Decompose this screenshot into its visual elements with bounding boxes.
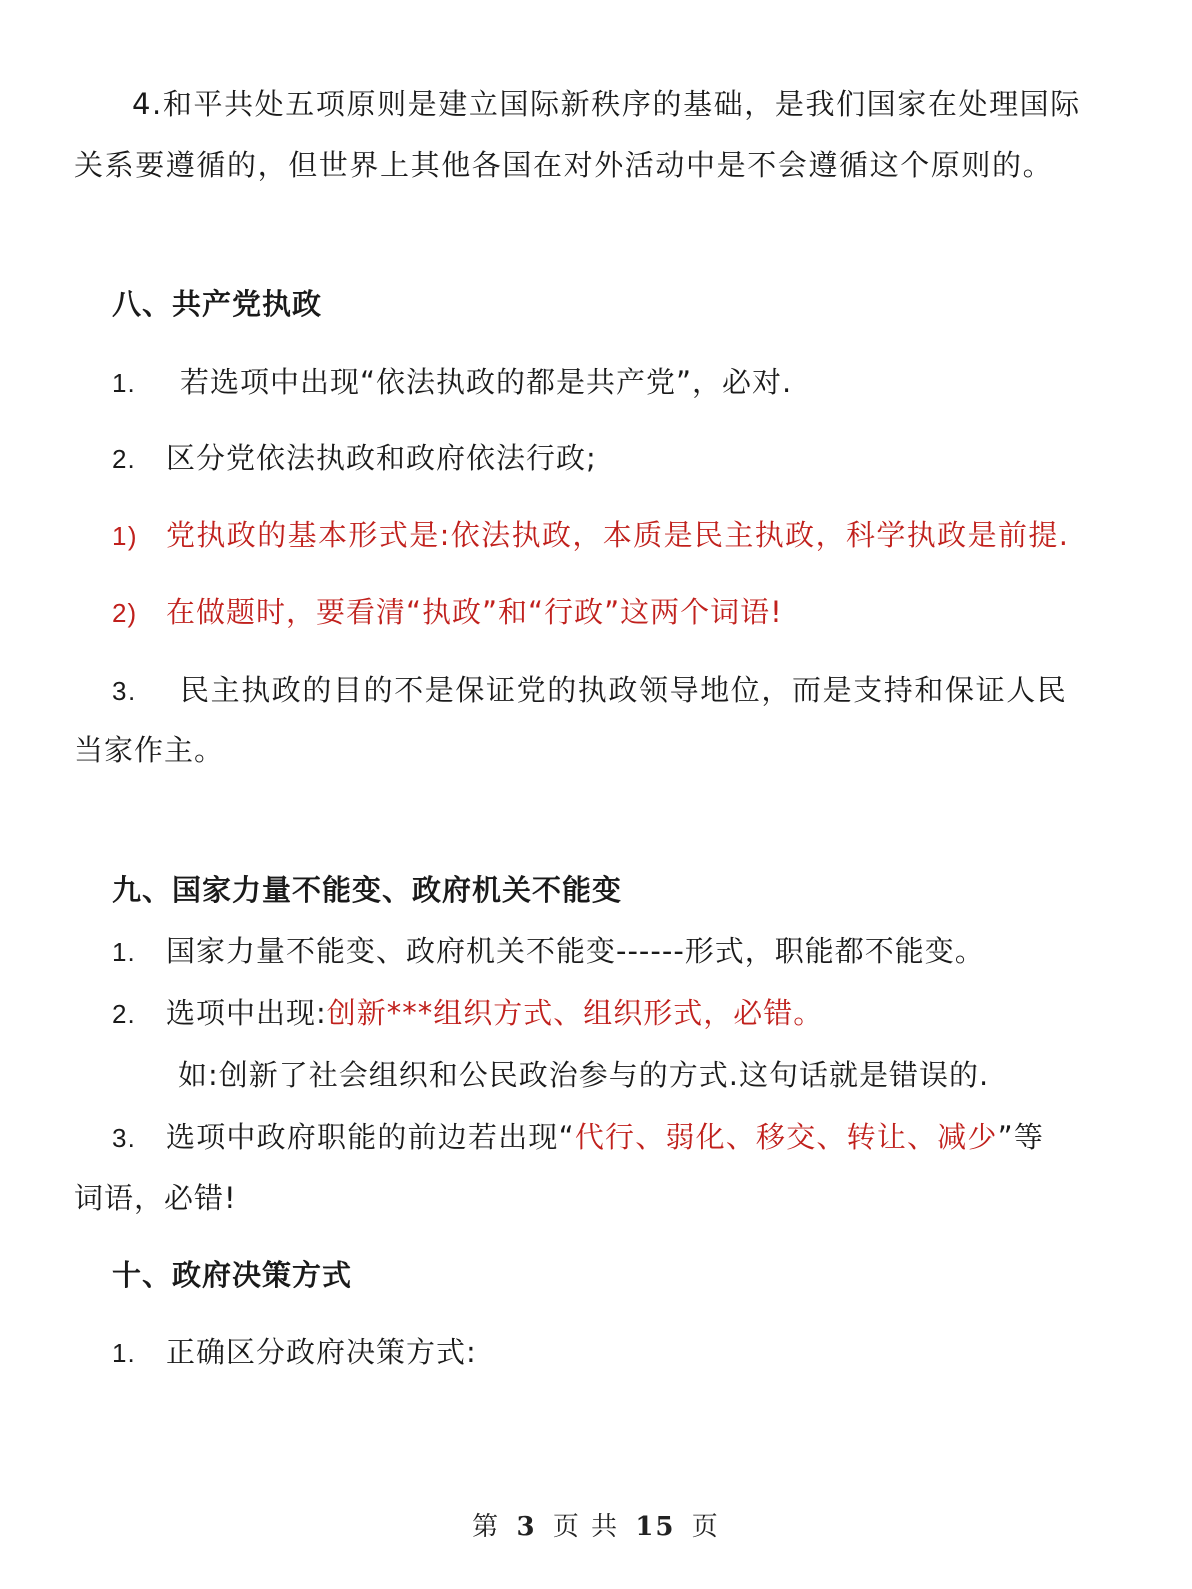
item-number: 1. <box>112 937 136 967</box>
sub-item-text: 党执政的基本形式是:依法执政，本质是民主执政，科学执政是前提. <box>166 518 1070 552</box>
highlight-text: 创新***组织方式、组织形式，必错。 <box>326 996 824 1030</box>
section-8-heading: 八、共产党执政 <box>112 287 323 321</box>
sub-item-number: 2) <box>112 598 138 628</box>
sub-item-number: 1) <box>112 521 138 551</box>
item-text: 国家力量不能变、政府机关不能变------形式，职能都不能变。 <box>166 934 985 968</box>
item-number: 3. <box>112 676 137 706</box>
page-number: 3 <box>516 1512 537 1542</box>
footer-middle: 页 共 <box>552 1512 620 1542</box>
sec9-item-1 <box>112 931 985 972</box>
paragraph-4-line-1: 4.和平共处五项原则是建立国际新秩序的基础，是我们国家在处理国际 <box>132 87 1081 121</box>
item-text-post: ”等 <box>997 1120 1045 1154</box>
item-text: 正确区分政府决策方式: <box>166 1335 477 1369</box>
sec9-example: 如:创新了社会组织和公民政治参与的方式.这句话就是错误的. <box>178 1058 990 1092</box>
section-9-heading: 九、国家力量不能变、政府机关不能变 <box>112 873 623 907</box>
item-text: 民主执政的目的不是保证党的执政领导地位，而是支持和保证人民 <box>180 673 1068 707</box>
sec8-item-2 <box>112 438 597 479</box>
sub-item-text: 在做题时，要看清“执政”和“行政”这两个词语! <box>166 595 783 629</box>
item-number: 3. <box>112 1123 137 1153</box>
sec8-sub-item-2 <box>112 592 783 633</box>
section-10-heading: 十、政府决策方式 <box>112 1258 353 1292</box>
footer-suffix: 页 <box>691 1512 720 1542</box>
item-number: 1. <box>112 368 136 398</box>
total-pages: 15 <box>635 1512 676 1542</box>
footer-prefix: 第 <box>472 1512 501 1542</box>
sec8-sub-item-1 <box>112 515 1069 556</box>
item-text: 若选项中出现“依法执政的都是共产党”，必对. <box>180 365 793 399</box>
item-number: 2. <box>112 444 136 474</box>
sec10-item-1 <box>112 1332 477 1373</box>
highlight-text: 代行、弱化、移交、转让、减少 <box>574 1120 998 1154</box>
sec9-item-3 <box>112 1117 1044 1158</box>
item-text: 区分党依法执政和政府依法行政; <box>166 441 597 475</box>
page-footer <box>0 1506 1192 1543</box>
item-text: 选项中政府职能的前边若出现“ <box>166 1120 575 1154</box>
item-number: 1. <box>112 1338 136 1368</box>
paragraph-4-line-2: 关系要遵循的，但世界上其他各国在对外活动中是不会遵循这个原则的。 <box>74 148 1054 182</box>
sec9-item-2 <box>112 993 823 1034</box>
sec8-item-1 <box>112 362 792 403</box>
sec8-item-3-continuation: 当家作主。 <box>74 733 225 767</box>
sec9-item-3-continuation: 词语，必错! <box>74 1181 237 1215</box>
item-number: 2. <box>112 999 136 1029</box>
item-text: 选项中出现: <box>166 996 327 1030</box>
sec8-item-3 <box>112 670 1067 711</box>
